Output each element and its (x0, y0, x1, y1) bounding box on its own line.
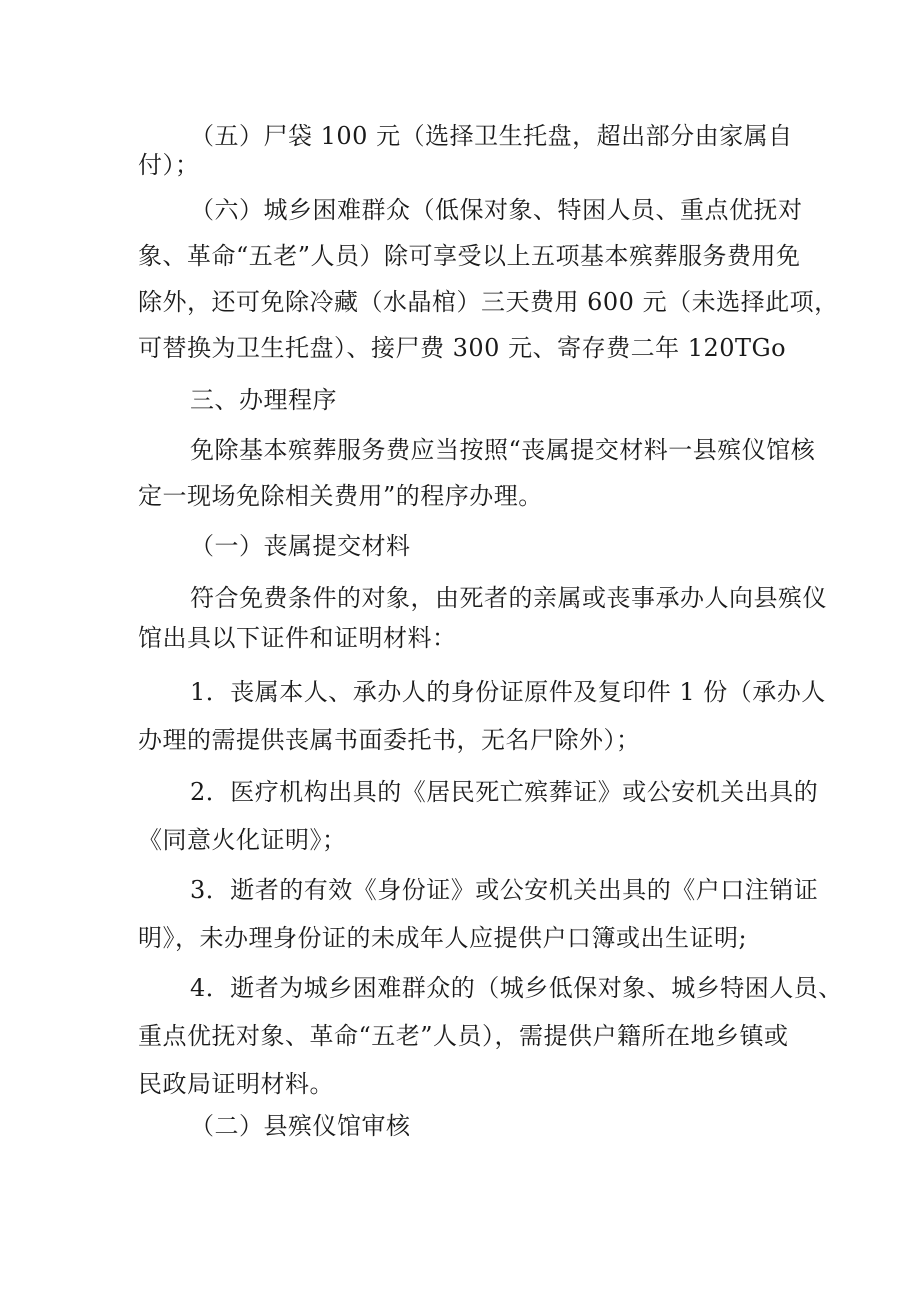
text-line (0, 282, 920, 322)
section-heading (0, 380, 920, 420)
requirement-3-line-2: 明》，未办理身份证的未成年人应提供户口簿或出生证明; (138, 924, 748, 952)
requirement-2-line-1: 2．医疗机构出具的《居民死亡殡葬证》或公安机关出具的 (190, 778, 819, 806)
text-line (0, 968, 920, 1008)
requirement-1-line-1: 1．丧属本人、承办人的身份证原件及复印件 1 份（承办人 (190, 678, 826, 706)
text-line (0, 918, 920, 958)
paragraph-item-6-line-3: 除外，还可免除冷藏（水晶棺）三天费用 600 元（未选择此项， (138, 288, 839, 316)
text-line (0, 870, 920, 910)
requirement-3-line-1: 3．逝者的有效《身份证》或公安机关出具的《户口注销证 (190, 876, 819, 904)
sub-1-intro-line-2: 馆出具以下证件和证明材料： (138, 624, 457, 652)
paragraph-item-6-line-4: 可替换为卫生托盘）、接尸费 300 元、寄存费二年 120TGo (138, 334, 787, 362)
requirement-4-line-2: 重点优抚对象、革命“五老”人员），需提供户籍所在地乡镇或 (138, 1022, 789, 1050)
text-line (0, 145, 920, 185)
subsection-1-heading: （一）丧属提交材料 (190, 532, 411, 560)
text-line (0, 772, 920, 812)
text-line (0, 820, 920, 860)
sub-1-intro-line-1: 符合免费条件的对象，由死者的亲属或丧事承办人向县殡仪 (190, 584, 827, 612)
procedure-intro-line-2: 定一现场免除相关费用”的程序办理。 (138, 482, 543, 510)
text-line (0, 1016, 920, 1056)
text-line (0, 328, 920, 368)
text-line (0, 1064, 920, 1104)
requirement-4-line-3: 民政局证明材料。 (138, 1070, 334, 1098)
subsection-heading (0, 526, 920, 566)
text-line (0, 236, 920, 276)
procedure-intro-line-1: 免除基本殡葬服务费应当按照“丧属提交材料一县殡仪馆核 (190, 436, 816, 464)
text-line (0, 430, 920, 470)
text-line (0, 618, 920, 658)
section-3-heading: 三、办理程序 (190, 386, 337, 414)
paragraph-item-6-line-1: （六）城乡困难群众（低保对象、特困人员、重点优抚对 (190, 196, 803, 224)
paragraph-item-5-line-2: 付）； (138, 151, 200, 179)
text-line (0, 476, 920, 516)
text-line (0, 578, 920, 618)
paragraph-item-5-line-1: （五）尸袋 100 元（选择卫生托盘，超出部分由家属自 (190, 122, 793, 150)
subsection-2-heading: （二）县殡仪馆审核 (190, 1112, 411, 1140)
text-line (0, 190, 920, 230)
text-line (0, 672, 920, 712)
requirement-1-line-2: 办理的需提供丧属书面委托书，无名尸除外）； (138, 726, 641, 754)
requirement-2-line-2: 《同意火化证明》； (138, 826, 347, 854)
text-line (0, 720, 920, 760)
paragraph-item-6-line-2: 象、革命“五老”人员）除可享受以上五项基本殡葬服务费用免 (138, 242, 801, 270)
requirement-4-line-1: 4．逝者为城乡困难群众的（城乡低保对象、城乡特困人员、 (190, 974, 843, 1002)
subsection-heading (0, 1106, 920, 1146)
